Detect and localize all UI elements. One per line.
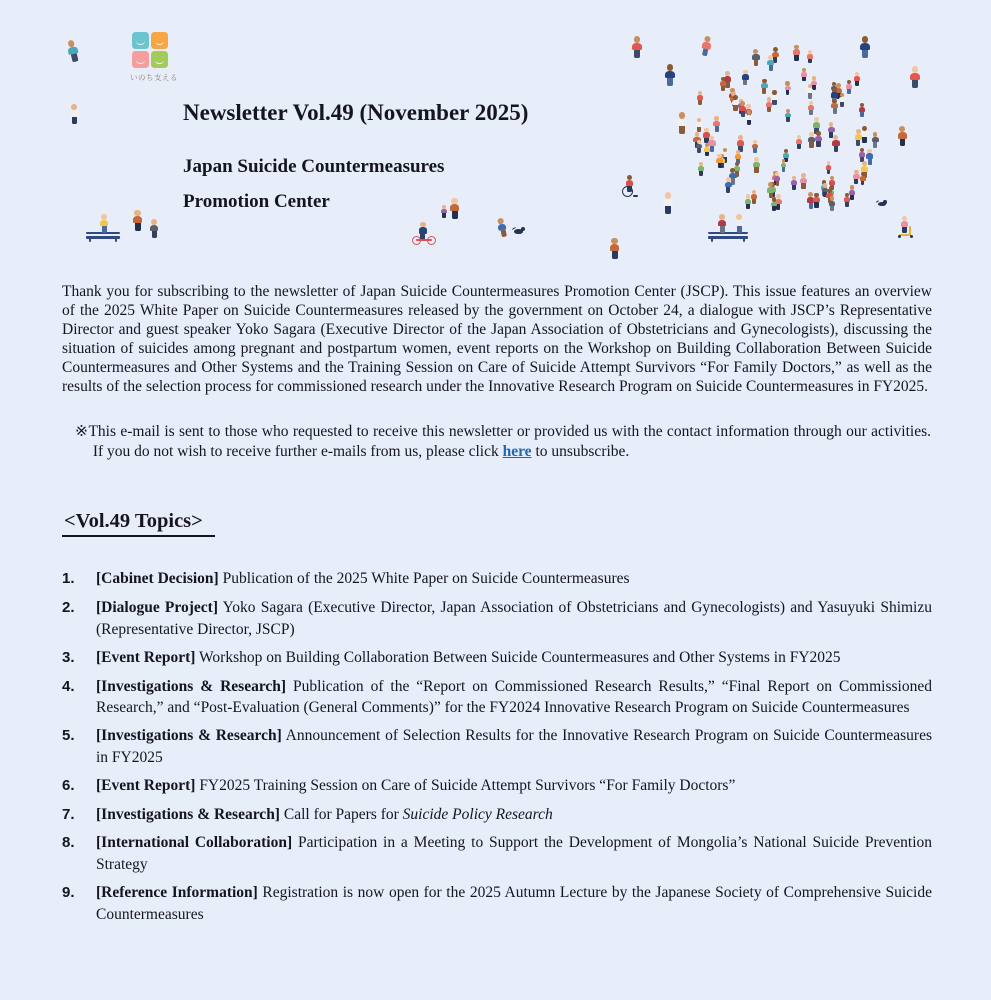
crowd-person (860, 172, 866, 185)
topic-number: 2. (62, 599, 75, 617)
decor-orange-shirt-man (665, 64, 675, 86)
topic-text: [Investigations & Research] Publication of the “Report on Commissioned Research Results,” “Final Report on Commissioned Research,” and “Post-Evaluation (General Comments)” for the FY2024 Innovative Research Program on Suicide Countermeasures (96, 677, 932, 716)
topic-text: [International Collaboration] Participation in a Meeting to Support the Development of Mongolia’s National Suicide Prevention Strategy (96, 834, 932, 873)
topic-category: [International Collaboration] (96, 834, 293, 852)
decor-runner-with-dog-dog-icon (512, 227, 525, 235)
logo-puzzle-icon (132, 32, 168, 68)
crowd-person (753, 157, 760, 173)
crowd-person (855, 129, 862, 145)
crowd-person (801, 68, 807, 81)
topic-number: 5. (62, 727, 75, 745)
crowd-person (861, 126, 868, 143)
crowd-person (849, 185, 855, 199)
crowd-person (697, 91, 703, 105)
logo-square-top-right (151, 32, 168, 49)
crowd-person (807, 50, 813, 63)
topic-category: [Event Report] (96, 777, 196, 795)
topic-text: [Reference Information] Registration is now open for the 2025 Autumn Lecture by the Japanese Society of Comprehensive Suicide Countermeasures (96, 884, 932, 923)
decor-bench-right (708, 232, 748, 242)
crowd-person (800, 173, 807, 189)
crowd-person (853, 170, 859, 184)
crowd-person (791, 176, 797, 190)
crowd-person (815, 131, 822, 147)
logo-caption: いのち支える (130, 73, 178, 82)
unsubscribe-link[interactable]: here (502, 442, 532, 460)
crowd-person (808, 101, 814, 115)
decor-blue-shirt-man (860, 36, 870, 58)
crowd-person (859, 103, 865, 117)
crowd-person (752, 49, 759, 66)
decor-runner-top-left (65, 39, 80, 63)
crowd-person (696, 140, 702, 154)
intro-paragraph: Thank you for subscribing to the newsletter of Japan Suicide Countermeasures Promotion Center (JSCP). This issue features an overview of the 2025 White Paper on Suicide Countermeasures released by the government on October 24, a dialogue with JSCP’s Representative Director and guest speaker Yoko Sagara (Executive Director of the Japan Association of Obstetricians and Gynecologists), discussing the situation of suicides among pregnant and postpartum women, event reports on the Workshop on Building Collaboration Between Suicide Countermeasures and Other Systems and the Training Session on Care of Suicide Attempt Survivors “For Family Doctors,” as well as the results of the selection process for commissioned research under the Innovative Research Program on Suicide Countermeasures in FY2025. (62, 283, 932, 395)
decor-standing-person-1 (133, 210, 142, 231)
crowd-person (742, 70, 749, 86)
topic-number: 6. (62, 777, 75, 795)
jscp-logo (130, 32, 178, 83)
decor-cyclist (412, 224, 438, 248)
crowd-person (796, 135, 802, 149)
topic-item (62, 568, 932, 590)
crowd-person (785, 81, 791, 95)
logo-square-bottom-right (151, 51, 168, 68)
decor-white-shirt-man (663, 192, 673, 214)
decor-bench-right-sitter-2 (735, 214, 743, 233)
decor-runner-with-dog-runner (496, 217, 508, 237)
decor-wheelchair-user (620, 178, 640, 200)
topic-text: [Event Report] Workshop on Building Collaboration Between Suicide Countermeasures and Other Systems in FY2025 (96, 648, 841, 666)
crowd-person (746, 110, 753, 125)
crowd-person (696, 118, 702, 131)
topic-category: [Cabinet Decision] (96, 570, 219, 588)
topic-number: 1. (62, 570, 75, 588)
crowd-person (785, 109, 791, 122)
crowd-person (745, 194, 751, 209)
topic-category: [Investigations & Research] (96, 805, 280, 823)
crowd-person (761, 79, 767, 93)
topic-number: 4. (62, 677, 75, 695)
crowd-person (752, 140, 758, 153)
topic-number: 3. (62, 648, 75, 666)
topic-category: [Event Report] (96, 648, 196, 666)
crowd-person (846, 80, 852, 94)
topic-text: [Investigations & Research] Call for Papers for Suicide Policy Research (96, 805, 553, 823)
crowd-person (859, 148, 865, 161)
topic-text: [Event Report] FY2025 Training Session on Care of Suicide Attempt Survivors “For Family Doctors” (96, 777, 736, 795)
topic-category: [Dialogue Project] (96, 599, 218, 617)
crowd-person (751, 190, 757, 204)
header (183, 100, 528, 219)
crowd-person (832, 135, 839, 152)
topics-list (62, 568, 932, 925)
logo-square-top-left (132, 32, 149, 49)
newsletter-body (62, 283, 932, 932)
crowd-person (813, 193, 820, 208)
topic-number: 8. (62, 834, 75, 852)
decor-scooter-kid (898, 218, 914, 240)
org-name-line2: Promotion Center (183, 191, 330, 213)
decor-corner-person (610, 238, 619, 259)
crowd-person (793, 45, 800, 61)
decor-suit-man (632, 36, 642, 58)
topic-category: [Reference Information] (96, 884, 258, 902)
crowd-person (808, 132, 815, 147)
decor-running-girl (700, 35, 713, 56)
decor-bench-left-sitter (100, 214, 108, 233)
crowd-person (766, 97, 773, 112)
topic-category: [Investigations & Research] (96, 677, 287, 695)
topic-item (62, 804, 932, 826)
topic-item (62, 676, 932, 719)
crowd-person (704, 143, 710, 157)
topic-item (62, 775, 932, 797)
organization-name (183, 149, 528, 219)
topic-item (62, 647, 932, 669)
topic-number: 9. (62, 884, 75, 902)
unsubscribe-note (75, 422, 931, 461)
decor-cat-icon (876, 200, 888, 208)
decor-standing-person-2 (150, 219, 158, 238)
topic-item (62, 832, 932, 875)
newsletter-title: Newsletter Vol.49 (November 2025) (183, 100, 529, 125)
topic-category: [Investigations & Research] (96, 727, 282, 745)
crowd-person (767, 182, 774, 198)
topic-item (62, 725, 932, 768)
crowd-person (826, 161, 832, 174)
crowd-person (716, 154, 722, 168)
reference-mark: ※ (75, 422, 89, 441)
note-text-after-link: to unsubscribe. (531, 442, 630, 460)
topic-text: [Investigations & Research] Announcement of Selection Results for the Innovative Research Program on Suicide Countermeasures in FY2025 (96, 727, 932, 766)
crowd-person (844, 193, 850, 206)
decor-bench-right-sitter-1 (718, 214, 726, 233)
crowd-person (767, 55, 774, 71)
crowd-person (771, 197, 777, 211)
journal-title: Suicide Policy Research (402, 805, 553, 823)
decor-yellow-shirt-man (910, 66, 920, 88)
crowd-person (839, 93, 845, 107)
crowd-person (872, 132, 879, 148)
crowd-person (854, 72, 860, 86)
decor-scooter-kid-rider (901, 216, 908, 233)
crowd-person (831, 99, 838, 114)
crowd-person (698, 162, 704, 176)
logo-square-bottom-left (132, 51, 149, 68)
note-text-before-link: This e-mail is sent to those who requested to receive this newsletter or provided us with the contact information through our activities. If you do not wish to receive further e-mails from us, please click (88, 423, 931, 460)
crowd-person (713, 116, 720, 132)
crowd-person (806, 84, 813, 99)
org-name-line1: Japan Suicide Countermeasures (183, 156, 445, 178)
topic-item (62, 882, 932, 925)
decor-tie-man (677, 112, 687, 134)
topics-heading: <Vol.49 Topics> (62, 510, 215, 537)
decor-bench-left (86, 232, 120, 242)
decor-elderly-woman (898, 126, 907, 146)
crowd-person (725, 177, 732, 194)
topic-text: [Dialogue Project] Yoko Sagara (Executive Director, Japan Association of Obstetricians and Gynecologists) and Yasuyuki Shimizu (Representative Director, JSCP) (96, 599, 932, 638)
topic-text: [Cabinet Decision] Publication of the 2025 White Paper on Suicide Countermeasures (96, 570, 630, 588)
crowd-person (829, 196, 836, 211)
topic-item (62, 597, 932, 640)
crowd-person (720, 77, 726, 91)
topic-number: 7. (62, 805, 75, 823)
crowd-person (781, 159, 787, 172)
decor-sitting-person-left (70, 104, 79, 124)
